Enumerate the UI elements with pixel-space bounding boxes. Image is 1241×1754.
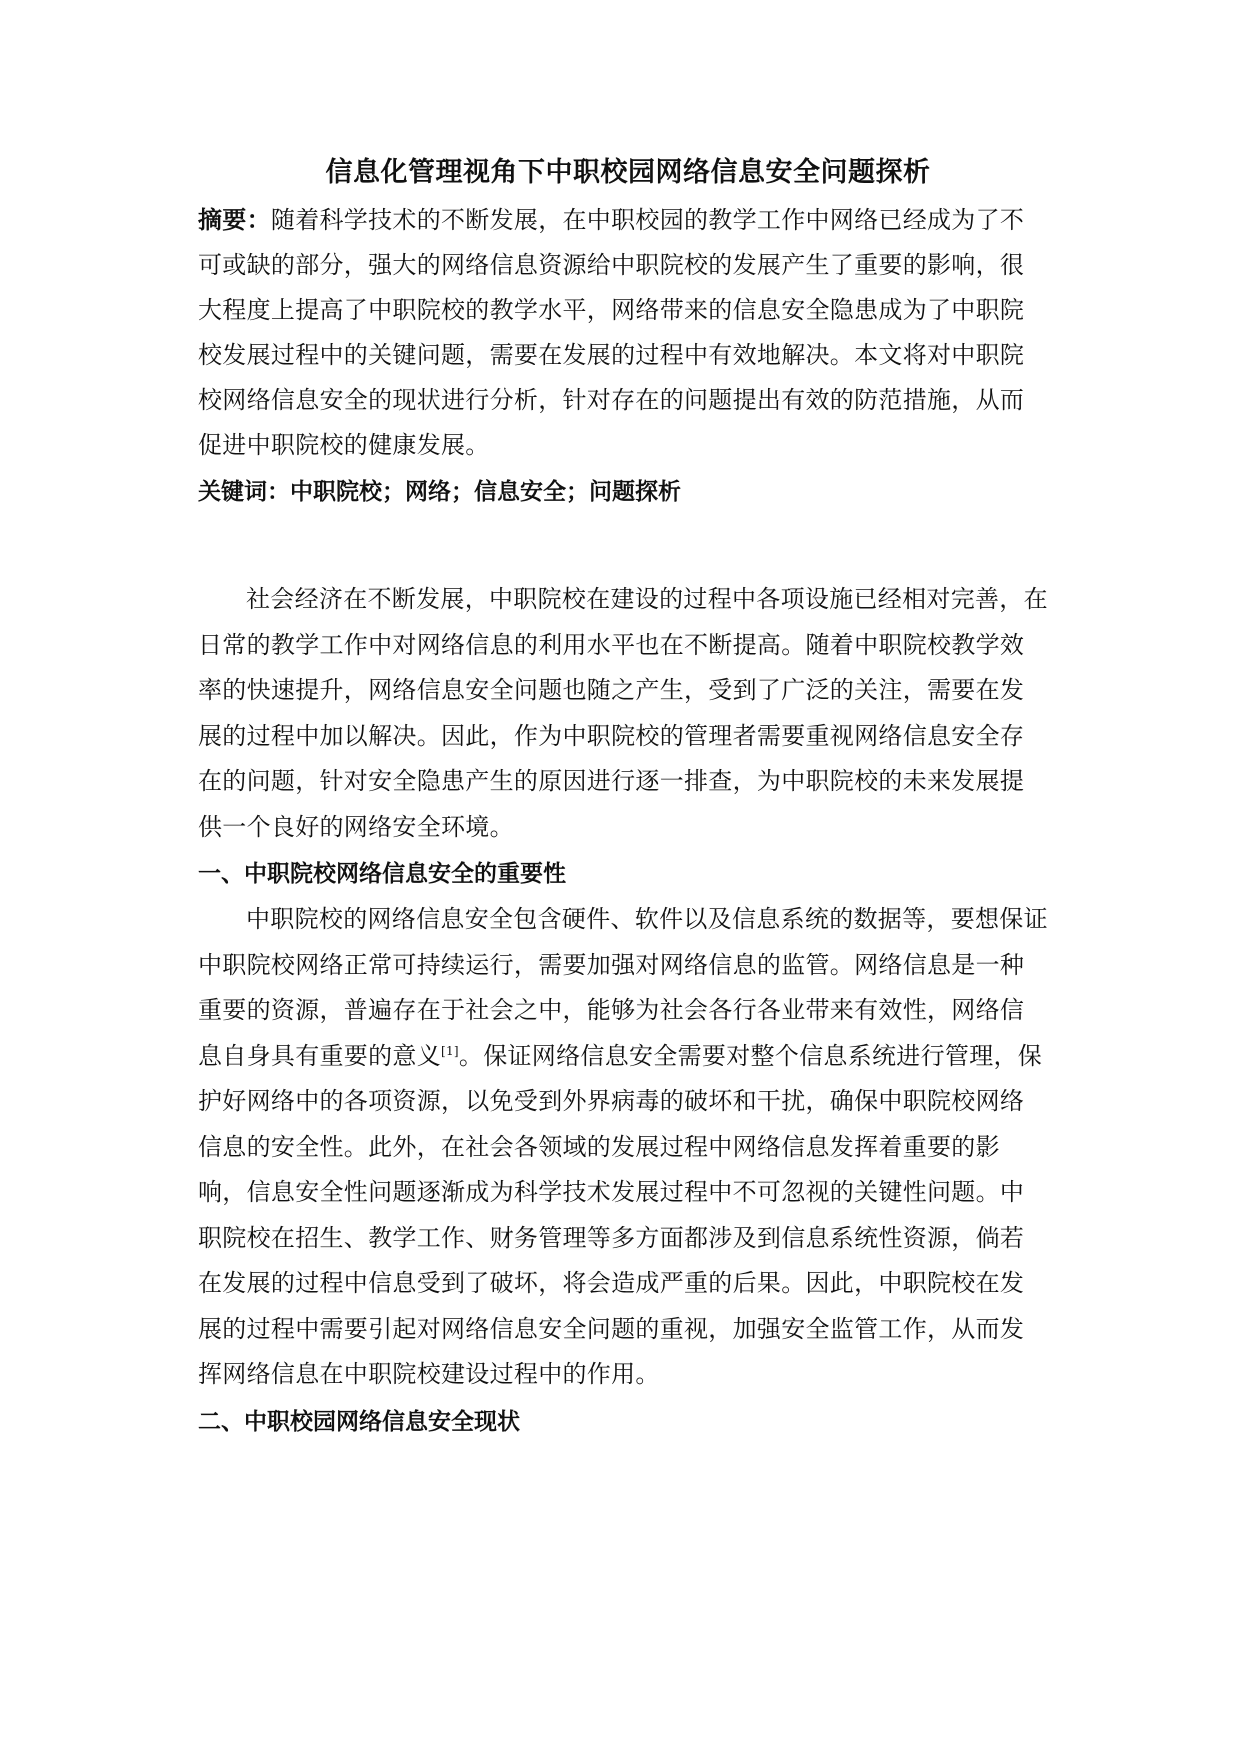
- document-body: [198, 154, 1048, 1445]
- section-1-text-part2: 。保证网络信息安全需要对整个信息系统进行管理，保护好网络中的各项资源，以免受到外界病毒的破坏和干扰，确保中职院校网络信息的安全性。此外，在社会各领域的发展过程中网络信息发挥着重要的影响，信息安全性问题逐渐成为科学技术发展过程中不可忽视的关键性问题。中职院校在招生、教学工作、财务管理等多方面都涉及到信息系统性资源，倘若在发展的过程中信息受到了破坏，将会造成严重的后果。因此，中职院校在发展的过程中需要引起对网络信息安全问题的重视，加强安全监管工作，从而发挥网络信息在中职院校建设过程中的作用。: [198, 1041, 1043, 1388]
- section-1-paragraph: [198, 897, 1048, 1398]
- citation-marker: [1]: [441, 1043, 459, 1058]
- document-title: 信息化管理视角下中职校园网络信息安全问题探析: [325, 157, 931, 188]
- abstract-paragraph: [198, 198, 1048, 468]
- section-heading-2: 二、中职校园网络信息安全现状: [198, 1408, 520, 1435]
- section-1-text-part1: 中职院校的网络信息安全包含硬件、软件以及信息系统的数据等，要想保证中职院校网络正常可持续运行，需要加强对网络信息的监管。网络信息是一种重要的资源，普遍存在于社会之中，能够为社会各行各业带来有效性，网络信息自身具有重要的意义: [198, 905, 1048, 1070]
- abstract-text: 随着科学技术的不断发展，在中职校园的教学工作中网络已经成为了不可或缺的部分，强大的网络信息资源给中职院校的发展产生了重要的影响，很大程度上提高了中职院校的教学水平，网络带来的信息安全隐患成为了中职院校发展过程中的关键问题，需要在发展的过程中有效地解决。本文将对中职院校网络信息安全的现状进行分析，针对存在的问题提出有效的防范措施，从而促进中职院校的健康发展。: [198, 206, 1025, 459]
- section-heading-1: 一、中职院校网络信息安全的重要性: [198, 861, 566, 887]
- abstract-label: 摘要：: [198, 206, 271, 234]
- keywords-line: 关键词：中职院校；网络；信息安全；问题探析: [198, 479, 681, 505]
- intro-paragraph: 社会经济在不断发展，中职院校在建设的过程中各项设施已经相对完善，在日常的教学工作中对网络信息的利用水平也在不断提高。随着中职院校教学效率的快速提升，网络信息安全问题也随之产生，受到了广泛的关注，需要在发展的过程中加以解决。因此，作为中职院校的管理者需要重视网络信息安全存在的问题，针对安全隐患产生的原因进行逐一排查，为中职院校的未来发展提供一个良好的网络安全环境。: [198, 585, 1048, 841]
